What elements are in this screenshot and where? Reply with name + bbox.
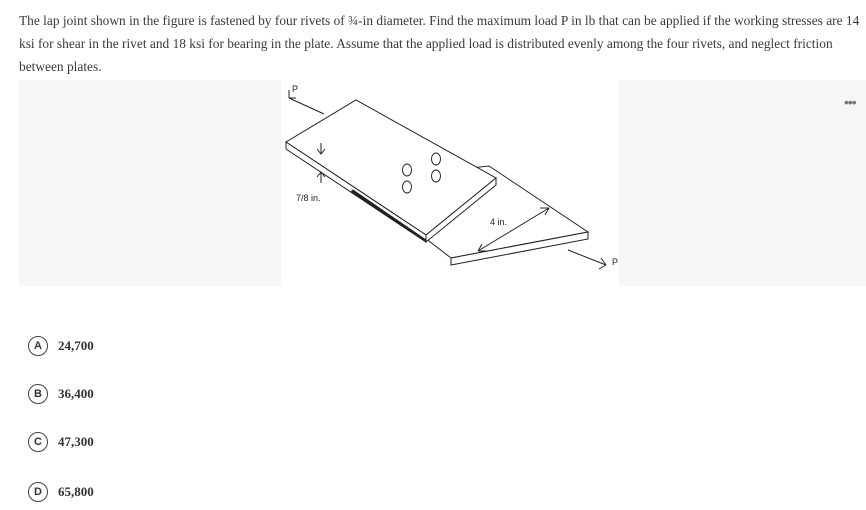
load-arrow-right	[568, 250, 606, 265]
option-d-letter-icon: D	[28, 482, 48, 502]
label-p-right: P	[612, 257, 619, 267]
option-c[interactable]	[28, 431, 94, 453]
option-a-letter-icon: A	[28, 336, 48, 356]
option-b[interactable]	[28, 383, 94, 405]
label-thickness: 7/8 in.	[296, 193, 321, 203]
lap-joint-diagram	[281, 80, 619, 286]
more-options-icon[interactable]: •••	[844, 94, 856, 110]
label-width: 4 in.	[490, 217, 508, 227]
question-text: The lap joint shown in the figure is fastened by four rivets of ¾-in diameter. Find the maximum load P in lb that can be applied if the working stresses are 14 ksi for shear in the rivet and 18 ksi for bearing in the plate. Assume that the applied load is distributed evenly among the four rivets, and neglect friction between plates.	[19, 13, 860, 74]
option-c-letter-icon: C	[28, 432, 48, 452]
option-c-label: 47,300	[58, 434, 94, 449]
load-arrow-left	[289, 98, 324, 114]
option-a[interactable]	[28, 335, 94, 357]
option-b-letter-icon: B	[28, 384, 48, 404]
figure-panel-right	[619, 80, 866, 286]
option-d-label: 65,800	[58, 484, 94, 499]
option-b-label: 36,400	[58, 386, 94, 401]
option-a-label: 24,700	[58, 338, 94, 353]
option-d[interactable]	[28, 481, 94, 503]
label-p-top: P	[292, 84, 299, 94]
figure-panel-left	[19, 80, 281, 286]
lap-joint-figure	[281, 80, 619, 286]
